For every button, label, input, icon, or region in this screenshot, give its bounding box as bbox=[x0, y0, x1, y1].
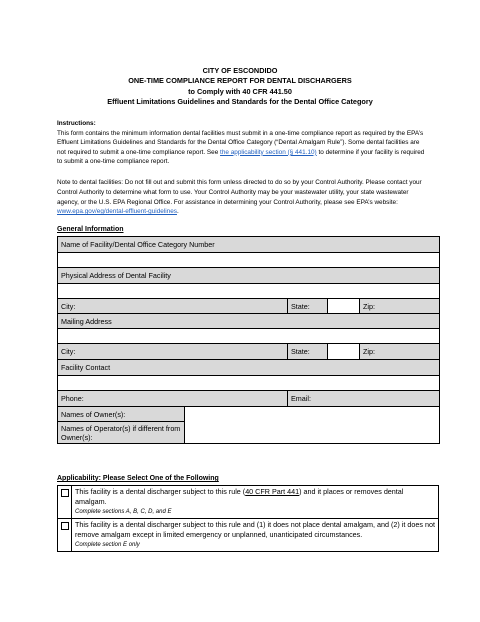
report-title: ONE-TIME COMPLIANCE REPORT FOR DENTAL DISCHARGERS bbox=[128, 76, 352, 86]
option-1-text-1: This facility is a dental discharger subject to this rule ( bbox=[75, 487, 246, 496]
option-1-text-2: ) and it places or removes dental amalgam. bbox=[75, 487, 404, 506]
mailing-state-label: State: bbox=[288, 344, 328, 360]
owners-operators-field[interactable] bbox=[185, 407, 440, 444]
guidelines-title: Effluent Limitations Guidelines and Standards for the Dental Office Category bbox=[107, 96, 373, 106]
facility-name-label: Name of Facility/Dental Office Category Number bbox=[58, 237, 440, 253]
instructions-text-1: This form contains the minimum information dental facilities must submit in a one-time compliance report as required by the EPA’s Effluent Limitations Guidelines and Standards for the Dental Office Category (“Dental Amalgam Rule”). Some dental facilities are not required to submit a one-time compliance report. See bbox=[57, 129, 424, 156]
state-field[interactable] bbox=[328, 299, 360, 314]
city-label: City: bbox=[58, 299, 288, 314]
owners-label: Names of Owner(s): bbox=[58, 407, 185, 422]
form-header bbox=[40, 66, 440, 107]
option-1-text bbox=[75, 487, 435, 507]
city-title: CITY OF ESCONDIDO bbox=[202, 66, 278, 75]
state-label: State: bbox=[288, 299, 328, 314]
mailing-zip-label: Zip: bbox=[360, 344, 440, 360]
instructions-text bbox=[57, 129, 427, 167]
operators-label: Names of Operator(s) if different from Owner(s): bbox=[58, 422, 185, 444]
option-2-text: This facility is a dental discharger subject to this rule and (1) it does not place dental amalgam, and (2) it does not remove amalgam except in limited emergency or unplanned, unanticipated circumstances. bbox=[75, 520, 435, 539]
facility-name-field[interactable] bbox=[58, 253, 440, 268]
mailing-address-label: Mailing Address bbox=[58, 314, 440, 329]
regulation-title: to Comply with 40 CFR 441.50 bbox=[188, 86, 292, 96]
option-1-note: Complete sections A, B, C, D, and E bbox=[75, 509, 172, 515]
note-text-1: Note to dental facilities: Do not fill out and submit this form unless directed to do so by your Control Authority. Please contact your Control Authority to determine what form to use. Your Control Authority may be your wastewater utility, your state wastewater agency, or the U.S. EPA Regional Office. For assistance in determining your Control Authority, please see EPA’s website: bbox=[57, 179, 422, 206]
mailing-address-field[interactable] bbox=[58, 329, 440, 344]
zip-label: Zip: bbox=[360, 299, 440, 314]
mailing-city-label: City: bbox=[58, 344, 288, 360]
instructions-block bbox=[57, 119, 427, 167]
email-label: Email: bbox=[288, 391, 440, 407]
general-info-table bbox=[57, 236, 440, 444]
address-field[interactable] bbox=[58, 284, 440, 299]
cfr-part-441-link[interactable]: 40 CFR Part 441 bbox=[245, 487, 300, 496]
epa-website-link[interactable]: www.epa.gov/eg/dental-effluent-guidelines bbox=[57, 208, 177, 216]
option-1 bbox=[72, 486, 439, 519]
option-2-note: Complete section E only bbox=[75, 542, 140, 548]
note-block bbox=[57, 178, 427, 217]
option-2-cell bbox=[58, 519, 72, 552]
facility-contact-label: Facility Contact bbox=[58, 360, 440, 376]
note-text-2: . bbox=[176, 208, 179, 216]
instructions-text-2: to determine if your facility is required to submit a one-time compliance report. bbox=[57, 148, 425, 166]
general-info-title: General Information bbox=[57, 226, 124, 233]
facility-contact-field[interactable] bbox=[58, 376, 440, 391]
option-2 bbox=[72, 519, 439, 552]
mailing-state-field[interactable] bbox=[328, 344, 360, 360]
address-label: Physical Address of Dental Facility bbox=[58, 268, 440, 284]
instructions-heading: Instructions: bbox=[57, 120, 96, 127]
phone-label: Phone: bbox=[58, 391, 288, 407]
applicability-table bbox=[57, 485, 439, 552]
option-2-checkbox[interactable] bbox=[61, 522, 69, 530]
applicability-link[interactable]: the applicability section (§ 441.10) bbox=[220, 148, 317, 156]
option-1-checkbox[interactable] bbox=[61, 489, 69, 497]
applicability-title: Applicability: Please Select One of the Following bbox=[57, 475, 219, 482]
option-1-cell bbox=[58, 486, 72, 519]
